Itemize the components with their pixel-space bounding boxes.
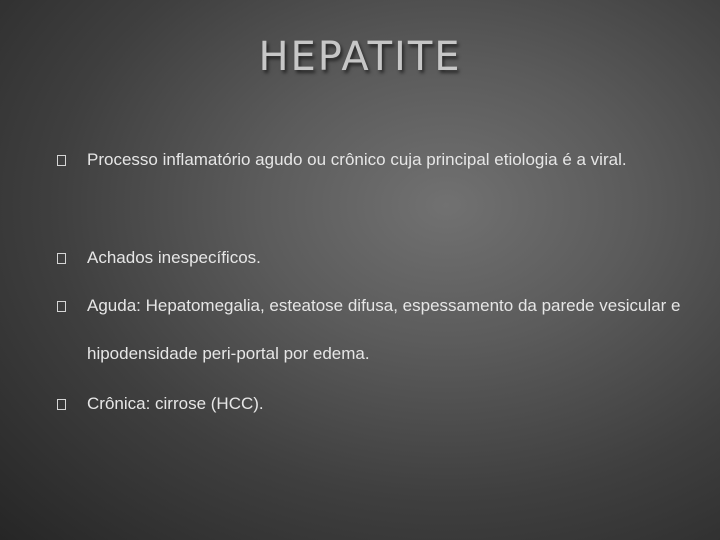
square-bullet-icon: [57, 399, 66, 410]
square-bullet-icon: [57, 155, 66, 166]
bullet-text: Crônica: cirrose (HCC).: [87, 394, 264, 413]
square-bullet-icon: [57, 253, 66, 264]
bullet-text: Achados inespecíficos.: [87, 248, 261, 267]
square-bullet-icon: [57, 301, 66, 312]
bullet-text: Aguda: Hepatomegalia, esteatose difusa, espessamento da parede vesicular e hipodensidade peri-portal por edema.: [87, 296, 681, 363]
bullet-text: Processo inflamatório agudo ou crônico cuja principal etiologia é a viral.: [87, 150, 627, 169]
slide-title: HEPATITE: [258, 34, 462, 80]
